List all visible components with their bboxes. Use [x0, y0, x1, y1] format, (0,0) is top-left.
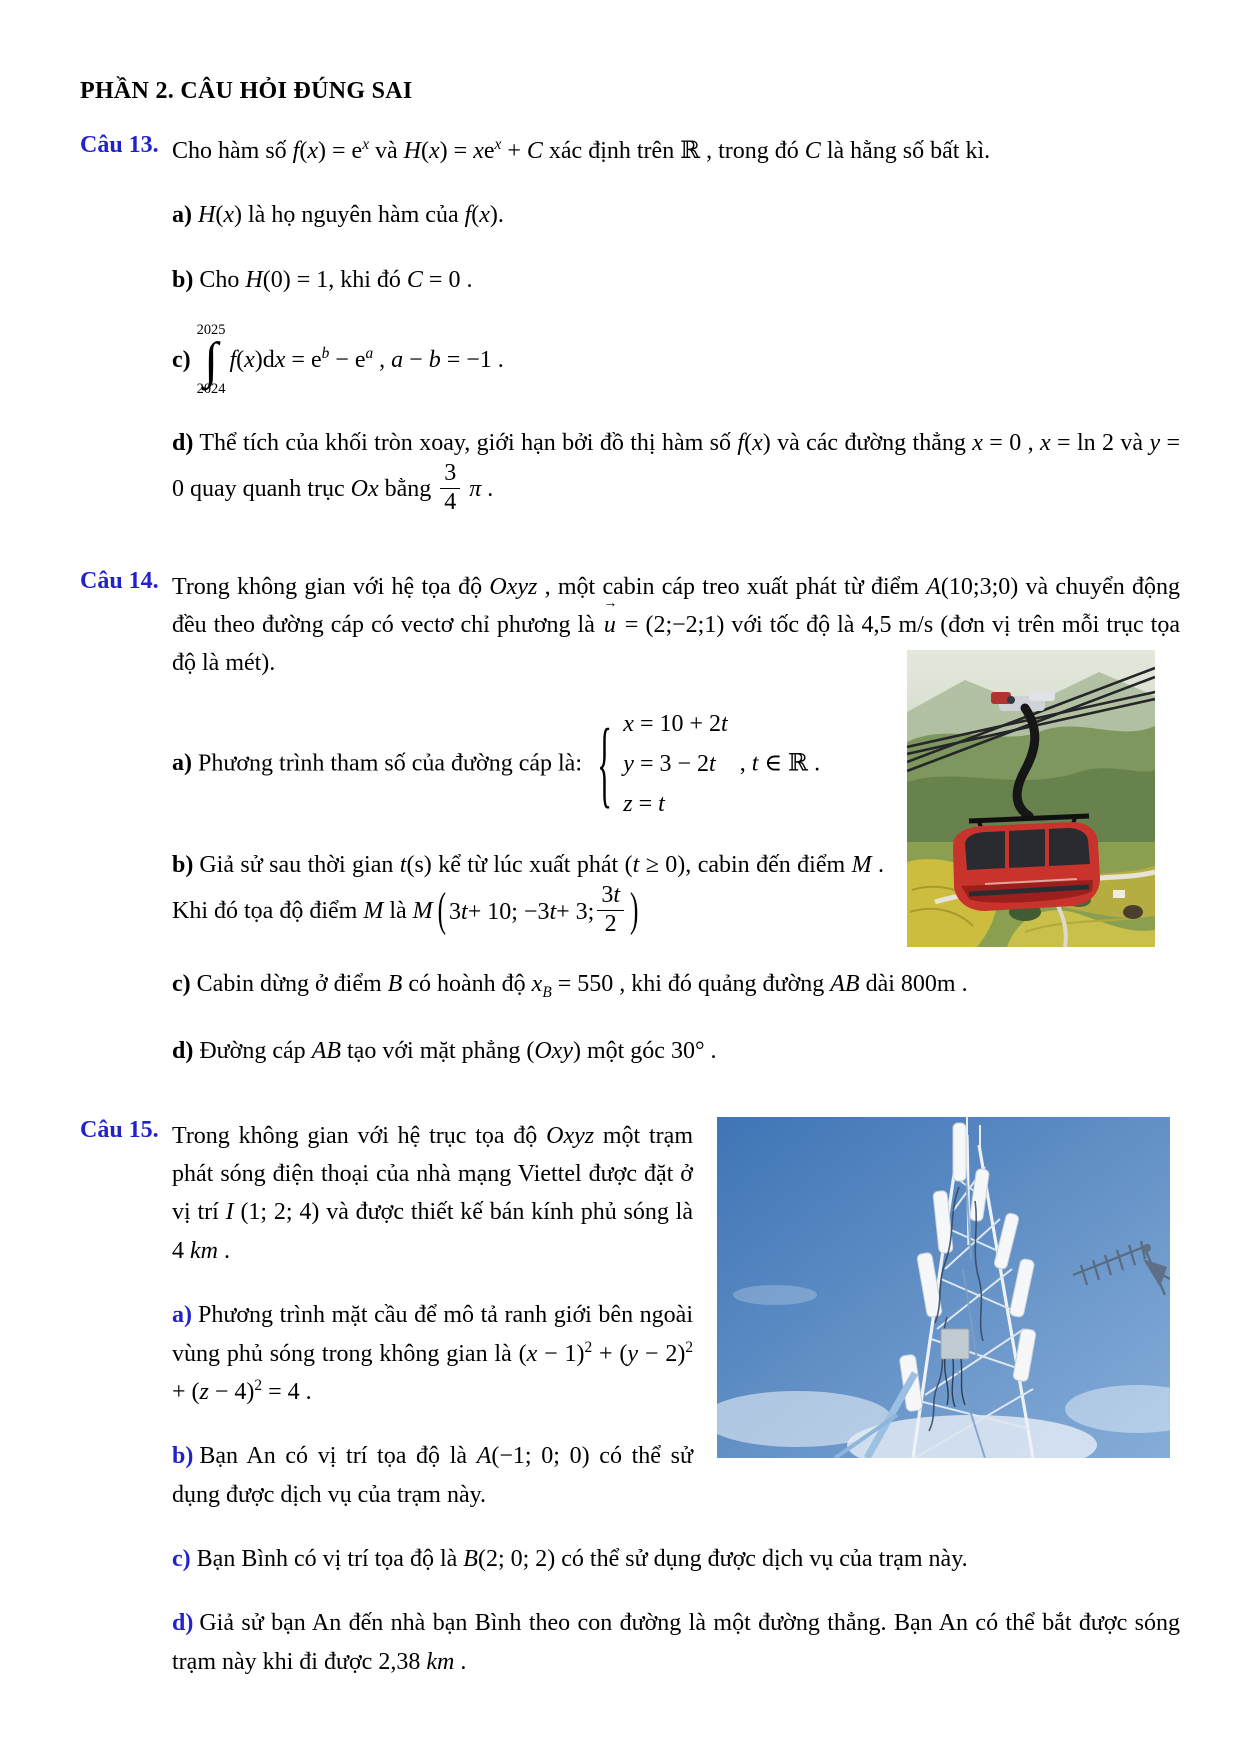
item-label: a) [172, 750, 192, 776]
item-label: d) [172, 1610, 194, 1637]
question-item: c) Cabin dừng ở điểm B có hoành độ $x_B = 550$ , khi đó quảng đường AB dài 800m . [172, 971, 968, 1002]
item-label: b) [172, 852, 194, 879]
cable-car-illustration [907, 650, 1155, 947]
question-item: a) H(x) là họ nguyên hàm của f(x). [172, 202, 504, 229]
item-label: c) [172, 1546, 191, 1573]
question-15-label: Câu 15. [80, 1116, 159, 1143]
question-item: d) Giả sử bạn An đến nhà bạn Bình theo con đường là một đường thẳng. Bạn An có thể bắt được sóng trạm này khi đi được 2,38 km . [172, 1610, 1180, 1675]
item-label: b) [172, 1443, 194, 1470]
item-label: c) [172, 347, 191, 374]
question-15-intro: Trong không gian với hệ trục tọa độ Oxyz một trạm phát sóng điện thoại của nhà mạng Viettel được đặt ở vị trí I (1; 2; 4) và được thiết kế bán kính phủ sóng là 4 km . [172, 1122, 693, 1264]
question-13-intro: Cho hàm số $f(x) = e^x$ và $H(x) = xe^x + C$ xác định trên ℝ , trong đó C là hằng số bất kì. [172, 135, 991, 164]
question-15-body [172, 1117, 1180, 1682]
question-item: b) Giả sử sau thời gian t(s) kể từ lúc xuất phát (t ≥ 0), cabin đến điểm M . Khi đó tọa độ điểm M là M ( 3 t + 10; −3 t + 3; $\frac{3t}{2}$ ) [172, 852, 885, 937]
question-13-items [172, 196, 1180, 517]
question-item: b) Cho H(0) = 1, khi đó C = 0 . [172, 266, 473, 293]
item-label: a) [172, 202, 192, 229]
question-14-label: Câu 14. [80, 567, 159, 594]
question-15 [80, 1117, 1180, 1682]
question-item: d) Thể tích của khối tròn xoay, giới hạn bởi đồ thị hàm số f(x) và các đường thẳng x = 0 , x = ln 2 và y = 0 quay quanh trục Ox bằng $\frac{3}{4}$ π . [172, 430, 1181, 515]
item-label: a) [172, 1302, 192, 1329]
question-item: c) Bạn Bình có vị trí tọa độ là B(2; 0; 2) có thể sử dụng được dịch vụ của trạm này. [172, 1546, 968, 1573]
question-item: a) Phương trình tham số của đường cáp là: { x = 10 + 2t y = 3 − 2t z = t , t ∈ ℝ . [172, 709, 821, 818]
question-14 [80, 568, 1180, 1071]
question-item: b) Bạn An có vị trí tọa độ là A(−1; 0; 0) có thể sử dụng được dịch vụ của trạm này. [172, 1443, 693, 1508]
question-13-label: Câu 13. [80, 132, 159, 158]
question-item: d) Đường cáp AB tạo với mặt phẳng (Oxy) một góc 30° . [172, 1038, 717, 1065]
cable-car-photo [907, 650, 1155, 947]
item-label: d) [172, 430, 194, 457]
question-item: a) Phương trình mặt cầu để mô tả ranh giới bên ngoài vùng phủ sóng trong không gian là $(x - 1)^2 + (y - 2)^2 + (z - 4)^2 = 4$ . [172, 1302, 693, 1405]
telecom-tower-illustration [717, 1117, 1170, 1458]
question-13-body [172, 132, 1180, 518]
telecom-tower-photo [717, 1117, 1170, 1458]
item-label: c) [172, 971, 191, 998]
question-14-body [172, 568, 1180, 1071]
question-14-intro: Trong không gian với hệ tọa độ Oxyz , một cabin cáp treo xuất phát từ điểm A(10;3;0) và chuyển động đều theo đường cáp có vectơ chỉ phương là → u = (2;−2;1) với tốc độ là 4,5 m/s (đơn vị trên mỗi trục tọa độ là mét). [172, 573, 1181, 677]
section-heading: PHẦN 2. CÂU HỎI ĐÚNG SAI [80, 78, 413, 104]
question-13 [80, 132, 1180, 518]
item-label: d) [172, 1038, 194, 1065]
question-item: c) 2025 ∫ 2024 $f(x)dx = e^b - e^a$ , a − b = −1 . [172, 322, 504, 397]
item-label: b) [172, 266, 194, 293]
